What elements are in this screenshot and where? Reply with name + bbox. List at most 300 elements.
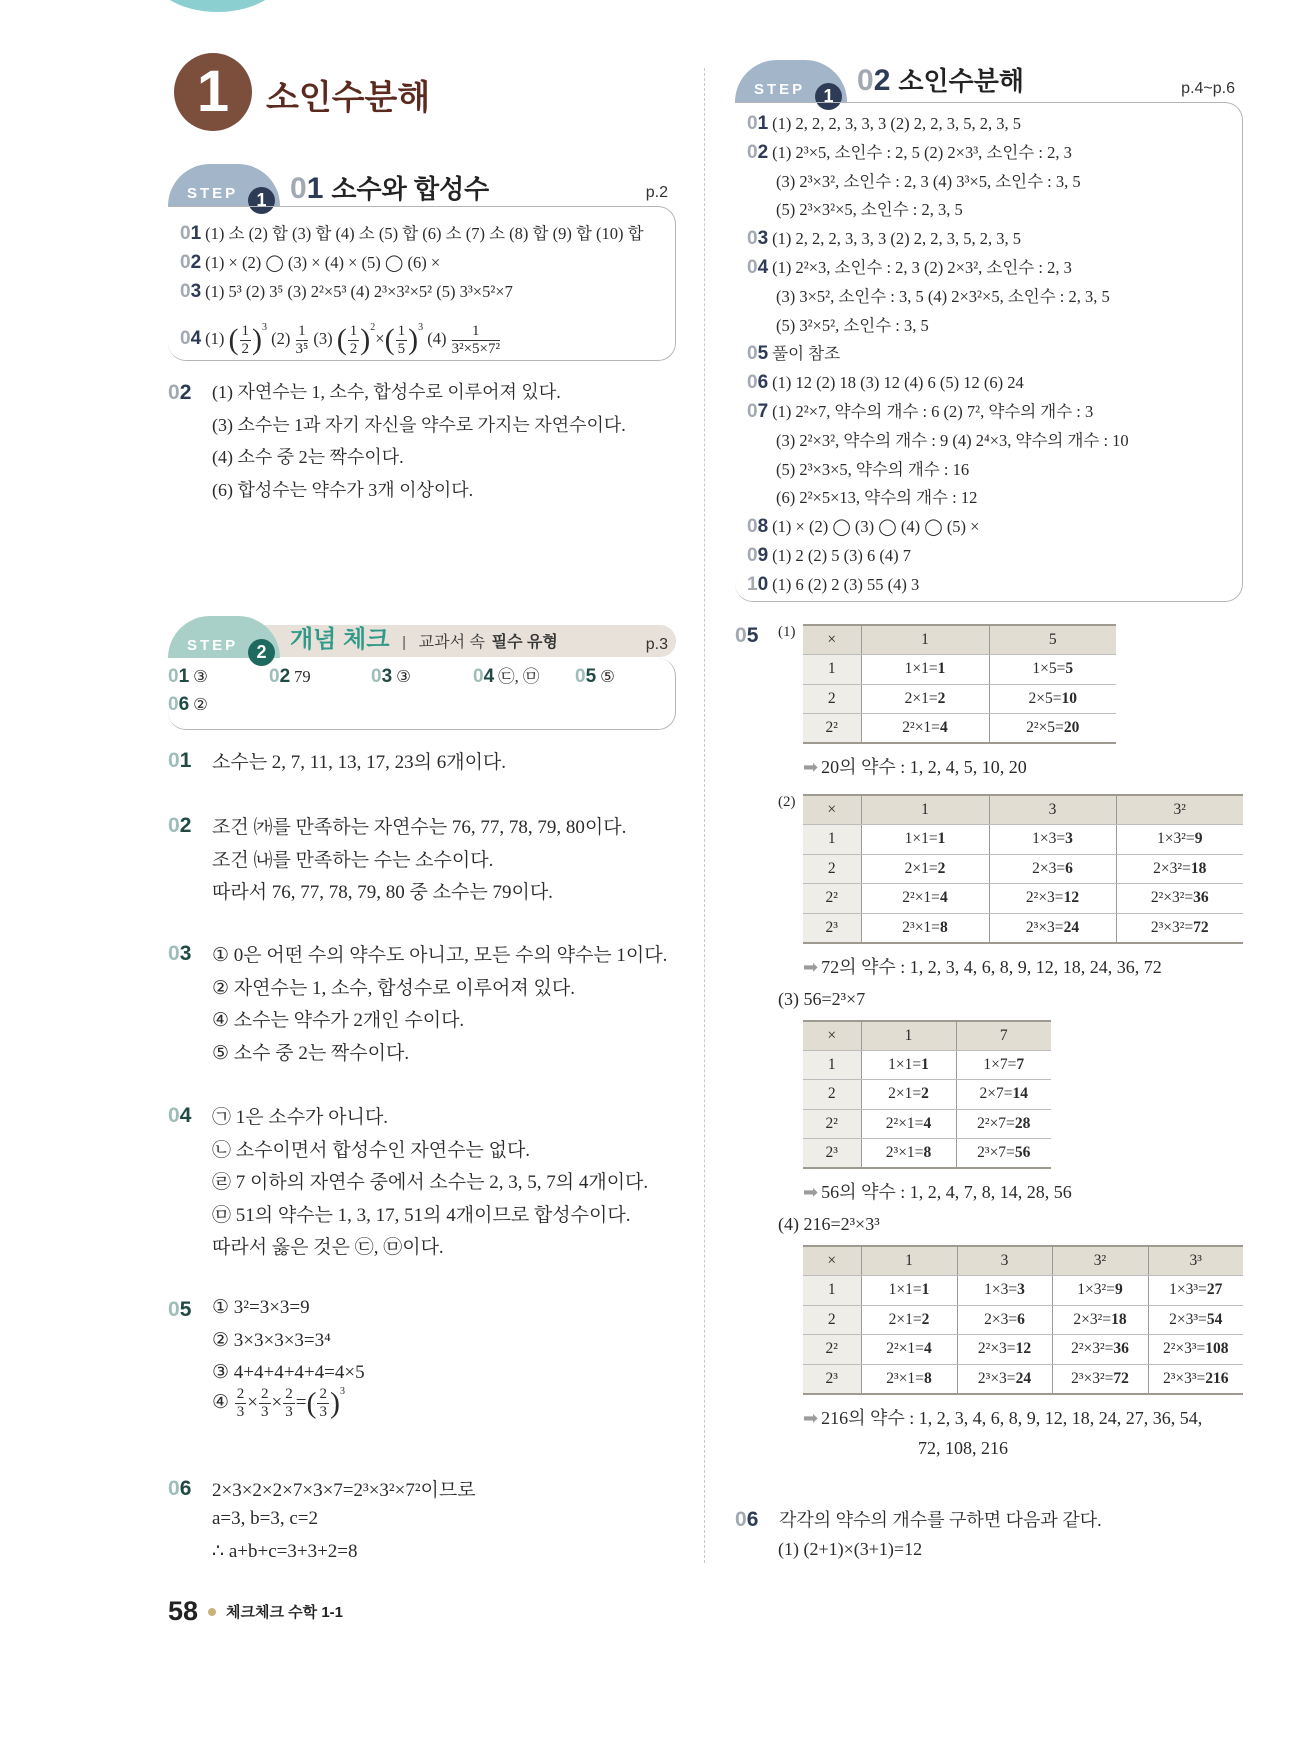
item-number (180, 281, 201, 303)
divisor-table-wrap (803, 1245, 1245, 1395)
answer-line (747, 254, 1242, 283)
step2-section (168, 612, 676, 730)
section-title (857, 61, 1024, 98)
solution-line: (1) (2+1)×(3+1)=12 (778, 1539, 923, 1559)
answer-line (747, 283, 1242, 312)
arrow-right-icon: ➡ (803, 1407, 819, 1429)
section-header (735, 50, 1243, 106)
label-digit: 0 (168, 814, 180, 837)
product-result: 10 (1061, 689, 1077, 707)
table-row (803, 1109, 1051, 1139)
numerator: 1 (349, 323, 358, 340)
factorization: 216=2³×3³ (803, 1214, 880, 1234)
row-header-cell: 2 (803, 1305, 861, 1335)
divisor-table-wrap (803, 1020, 1245, 1170)
product-result: 28 (1014, 1114, 1031, 1132)
solution-line (212, 1167, 648, 1194)
book-title: 체크체크 수학 1-1 (226, 1604, 344, 1621)
product-cell (861, 854, 989, 884)
product-expression: 2×7= (979, 1085, 1013, 1103)
row-header-cell: 2³ (803, 1139, 861, 1169)
item-number (168, 694, 189, 716)
product-cell (861, 1335, 957, 1365)
section-header (168, 612, 676, 662)
row-header-cell: 1 (803, 1276, 861, 1306)
answer-line (747, 571, 1242, 600)
product-expression: 2×5= (1028, 689, 1062, 707)
row-header-cell: 1 (803, 825, 861, 855)
label-digit: 0 (747, 256, 758, 278)
product-cell (861, 1050, 956, 1080)
label-digit: 1 (757, 113, 769, 134)
answer-line (747, 398, 1242, 427)
product-result: 9 (1194, 830, 1203, 848)
paren: ) (252, 323, 263, 357)
page-reference: p.2 (645, 184, 668, 201)
exponent: 3 (262, 322, 268, 334)
label-digit: 0 (168, 942, 180, 965)
header-cell: × (803, 1246, 861, 1276)
label-digit: 4 (757, 256, 769, 278)
text-run: 따라서 옳은 것은 ㉢, ㉤이다. (212, 1237, 444, 1259)
product-expression: 1×5= (1032, 660, 1066, 678)
product-result: 12 (1015, 1340, 1032, 1358)
step-label: STEP (754, 81, 806, 98)
product-cell (861, 1305, 957, 1335)
label-digit: 6 (179, 1477, 192, 1500)
label-digit: 5 (179, 1298, 192, 1321)
part-label: (4) (778, 1214, 804, 1234)
label-digit: 0 (180, 328, 191, 350)
solution-line (212, 1508, 318, 1530)
product-cell (956, 1080, 1051, 1110)
product-expression: 1×1= (904, 660, 938, 678)
label-digit: 0 (168, 694, 179, 715)
section-title-text: 개념 체크 (290, 626, 390, 653)
product-expression: 2×3²= (1153, 859, 1191, 877)
text-run: 따라서 76, 77, 78, 79, 80 중 소수는 79이다. (212, 882, 553, 904)
answer-box (735, 102, 1243, 602)
subtitle-plain: 교과서 속 (418, 634, 485, 651)
product-cell (861, 714, 989, 744)
solution-line (212, 1329, 331, 1352)
label-digit: 9 (757, 544, 769, 566)
label-digit: 2 (873, 64, 891, 97)
paren: ) (329, 1386, 340, 1420)
text-run: ㉣ 7 이하의 자연수 중에서 소수는 2, 3, 5, 7의 4개이다. (212, 1172, 649, 1194)
label-digit: 0 (747, 141, 758, 163)
product-result: 18 (1190, 859, 1207, 877)
text-run: = (295, 1391, 307, 1413)
product-result: 2 (937, 689, 946, 707)
answer-text: (3) 2³×3², 소인수 : 2, 3 (4) 3³×5, 소인수 : 3, 5 (776, 171, 1081, 191)
row-header-cell: 2² (803, 1109, 861, 1139)
product-cell (1148, 1335, 1243, 1365)
answer-item (168, 691, 208, 720)
solution-line (212, 1475, 476, 1502)
answer-text: (5) 2³×3×5, 약수의 개수 : 16 (776, 459, 970, 479)
product-result: 2 (937, 859, 946, 877)
product-expression: 2²×3= (977, 1340, 1016, 1358)
text-run: ① 0은 어떤 수의 약수도 아니고, 모든 수의 약수는 1이다. (212, 945, 668, 966)
product-expression: 2³×3²= (1150, 918, 1194, 936)
header-cell: × (803, 795, 861, 825)
fraction-expression (336, 322, 376, 358)
part-label: (2) (778, 794, 796, 810)
fraction-expression (295, 323, 310, 358)
answer-line (747, 110, 1242, 139)
product-result: 72 (1113, 1369, 1129, 1387)
answer-text: (1) 2 (2) 5 (3) 6 (4) 7 (772, 545, 911, 565)
answer-line (747, 369, 1242, 398)
solution-line: (4) 소수 중 2는 짝수이다. (212, 447, 404, 467)
solution-line (212, 973, 575, 1000)
numerator: 2 (236, 1385, 245, 1402)
answer-value: ② (193, 695, 208, 714)
item-number (747, 401, 768, 423)
text-run: × (375, 329, 385, 349)
item-number (747, 372, 768, 394)
fraction (259, 1387, 271, 1420)
item-number (747, 113, 768, 135)
product-result: 1 (937, 830, 946, 848)
solution-line (212, 1296, 310, 1319)
product-cell (989, 684, 1116, 714)
item-number (747, 257, 768, 279)
table-row (803, 1080, 1051, 1110)
product-result: 6 (1065, 859, 1073, 877)
exponent: 3 (418, 322, 424, 334)
footer-dot-icon (208, 1608, 216, 1616)
fraction (317, 1387, 329, 1420)
item-number (371, 666, 392, 688)
item-number (180, 328, 201, 350)
label-digit: 0 (747, 400, 758, 422)
product-result: 1 (921, 1281, 930, 1299)
label-digit: 8 (757, 516, 769, 538)
label-digit: 1 (306, 172, 324, 205)
product-cell (1052, 1335, 1148, 1365)
product-cell (1148, 1305, 1243, 1335)
answer-line (180, 278, 675, 307)
header-cell: 3 (989, 795, 1116, 825)
text-run: 소수는 2, 7, 11, 13, 17, 23의 6개이다. (212, 752, 507, 773)
divisor-list: 56의 약수 : 1, 2, 4, 7, 8, 14, 28, 56 (821, 1182, 1072, 1202)
solution-line (212, 940, 667, 967)
part-label: (1) (778, 624, 796, 640)
product-cell (989, 655, 1116, 685)
answer-line (747, 456, 1242, 485)
product-expression: 1×3= (984, 1281, 1018, 1299)
product-cell (1052, 1276, 1148, 1306)
product-result: 3 (1065, 830, 1073, 848)
label-digit: 5 (746, 624, 759, 647)
product-result: 108 (1205, 1340, 1229, 1358)
label-digit: 0 (747, 372, 758, 394)
header-cell: 3² (1052, 1246, 1148, 1276)
product-expression: 2³×3= (977, 1369, 1016, 1387)
item-number (747, 545, 768, 567)
numerator: 2 (261, 1385, 269, 1402)
solution-line (212, 1386, 345, 1420)
text-run: × (247, 1391, 259, 1413)
divisor-table (803, 1020, 1051, 1170)
text-run: (1) 5³ (2) 3⁵ (3) 2²×5³ (4) 2³×3²×5² (5) 3³×5²×7 (205, 281, 513, 301)
solution-line (212, 877, 553, 904)
step-number-badge: 2 (248, 639, 275, 666)
product-cell (957, 1305, 1052, 1335)
text-run: (2) (267, 329, 295, 349)
product-expression: 2³×3³= (1162, 1369, 1206, 1387)
answer-line (747, 484, 1242, 513)
item-number (168, 749, 191, 773)
answer-line (180, 220, 675, 249)
header-cell: 7 (956, 1021, 1051, 1051)
answer-value: ⑤ (600, 667, 615, 686)
product-result: 20 (1063, 719, 1080, 736)
numerator: 1 (452, 324, 500, 341)
section-number (290, 172, 323, 205)
solution-line (212, 1232, 444, 1259)
divisor-list: 20의 약수 : 1, 2, 4, 5, 10, 20 (821, 757, 1027, 777)
paren: ( (336, 323, 347, 357)
divisor-result-continued: 72, 108, 216 (918, 1437, 1008, 1458)
product-expression: 2×1= (904, 859, 938, 877)
arrow-right-icon: ➡ (803, 757, 819, 778)
header-cell: × (803, 625, 861, 655)
row-header-cell: 2² (803, 884, 861, 914)
divisor-result (803, 752, 1245, 782)
solution-05 (735, 624, 1245, 1463)
answer-item (269, 663, 311, 692)
product-expression: 2³×3²= (1071, 1369, 1114, 1387)
factorization-line (778, 982, 1245, 1016)
header-cell: 3² (1116, 795, 1243, 825)
label-digit: 1 (178, 666, 190, 687)
product-result: 72 (1193, 918, 1209, 936)
item-number (747, 343, 768, 365)
text-run: 조건 ㈏를 만족하는 수는 소수이다. (212, 849, 494, 871)
divisor-list: 72의 약수 : 1, 2, 3, 4, 6, 8, 9, 12, 18, 24, 36, 72 (821, 956, 1162, 977)
answer-item (575, 663, 615, 692)
fraction (348, 324, 360, 357)
chapter-title: 소인수분해 (266, 79, 431, 117)
header-cell: 1 (861, 1246, 957, 1276)
label-digit: 2 (179, 381, 192, 404)
divisor-result (803, 1177, 1245, 1207)
label-digit: 6 (757, 372, 769, 394)
text-run: ⑤ 소수 중 2는 짝수이다. (212, 1042, 410, 1064)
text-run: × (271, 1391, 283, 1413)
product-cell (1148, 1276, 1243, 1306)
text-run: ② 3×3×3×3=3⁴ (212, 1329, 331, 1351)
label-digit: 2 (179, 814, 192, 837)
product-cell (1116, 825, 1243, 855)
label-digit: 6 (746, 1508, 759, 1531)
label-digit: 0 (747, 516, 758, 538)
label-digit: 0 (180, 280, 191, 302)
table-row (803, 714, 1116, 744)
fraction (452, 324, 500, 357)
section-title (290, 619, 558, 654)
text-run: ② 자연수는 1, 소수, 합성수로 이루어져 있다. (212, 977, 575, 999)
product-result: 1 (937, 660, 946, 678)
label-digit: 3 (757, 228, 769, 250)
text-run: ④ 소수는 약수가 2개인 수이다. (212, 1010, 465, 1032)
section-header (168, 160, 676, 210)
product-result: 4 (939, 719, 948, 736)
text-run: ㉡ 소수이면서 합성수인 자연수는 없다. (212, 1139, 531, 1161)
product-result: 2 (921, 1310, 930, 1328)
product-result: 3 (1017, 1281, 1025, 1299)
label-digit: 0 (290, 172, 307, 205)
item-number (747, 516, 768, 538)
label-digit: 0 (180, 251, 191, 273)
item-number (168, 1298, 191, 1322)
answer-line (747, 139, 1242, 168)
product-result: 14 (1012, 1085, 1028, 1103)
table-row (803, 913, 1243, 943)
item-number (747, 574, 768, 596)
product-result: 5 (1065, 660, 1074, 678)
fraction-expression (306, 1385, 345, 1420)
label-digit: 2 (757, 141, 769, 163)
product-expression: 2²×3³= (1162, 1340, 1206, 1358)
divisor-table (803, 1245, 1243, 1395)
label-digit: 4 (483, 666, 495, 687)
denominator: 2 (349, 341, 358, 358)
divisor-table-wrap (778, 624, 1245, 744)
item-number (747, 142, 768, 164)
table-row (803, 684, 1116, 714)
label-digit: 0 (575, 666, 586, 687)
label-digit: 0 (168, 666, 179, 687)
fraction (396, 324, 408, 357)
step-label: STEP (187, 185, 239, 202)
row-header-cell: 2 (803, 1080, 861, 1110)
text-run: (3) (309, 329, 337, 349)
label-digit: 0 (168, 1477, 180, 1500)
solution-line (212, 1135, 530, 1162)
table-header-row (803, 1021, 1051, 1051)
answer-text: (6) 2²×5×13, 약수의 개수 : 12 (776, 488, 978, 508)
answer-line (180, 249, 675, 278)
label-digit: 0 (168, 1298, 180, 1321)
product-cell (861, 1080, 956, 1110)
product-cell (956, 1050, 1051, 1080)
product-expression: 2×3²= (1073, 1310, 1112, 1328)
answer-text: (1) 2, 2, 2, 3, 3, 3 (2) 2, 2, 3, 5, 2, 3, 5 (772, 114, 1022, 133)
product-cell (861, 825, 989, 855)
item-number (168, 381, 191, 405)
label-digit: 0 (747, 228, 758, 250)
product-result: 18 (1111, 1310, 1127, 1328)
text-run: ① 3²=3×3=9 (212, 1297, 310, 1318)
answer-text: (1) × (2) ◯ (3) ◯ (4) ◯ (5) × (772, 517, 980, 537)
divisor-table (803, 624, 1116, 744)
table-row (803, 1335, 1243, 1365)
answer-text: (3) 2²×3², 약수의 개수 : 9 (4) 2⁴×3, 약수의 개수 : 10 (776, 430, 1129, 450)
label-digit: 3 (190, 280, 202, 302)
label-digit: 2 (279, 666, 291, 687)
decorative-blob (150, 0, 285, 12)
paren: ) (408, 323, 419, 357)
product-result: 36 (1113, 1340, 1129, 1358)
solution-line (212, 1200, 630, 1227)
answer-line (747, 513, 1242, 542)
label-digit: 0 (180, 223, 191, 244)
answer-value: 79 (294, 667, 311, 686)
step-number-badge: 1 (248, 187, 275, 214)
product-cell (989, 884, 1116, 914)
product-result: 6 (1017, 1310, 1025, 1328)
product-cell (957, 1364, 1052, 1394)
divisor-table (803, 794, 1243, 944)
text-run: a=3, b=3, c=2 (212, 1507, 319, 1529)
page-footer (168, 1596, 343, 1627)
solution-line: 각각의 약수의 개수를 구하면 다음과 같다. (779, 1510, 1102, 1530)
step1-section-02 (735, 50, 1243, 602)
product-result: 2 (921, 1085, 929, 1103)
answer-text: (1) 2, 2, 2, 3, 3, 3 (2) 2, 2, 3, 5, 2, 3, 5 (772, 229, 1022, 249)
item-number (168, 1104, 191, 1128)
table-header-row (803, 1246, 1243, 1276)
page-reference: p.3 (645, 636, 668, 653)
fraction (240, 324, 252, 357)
label-digit: 0 (269, 666, 280, 687)
product-result: 24 (1015, 1369, 1032, 1387)
exponent: 3 (339, 1385, 345, 1397)
label-digit: 1 (190, 223, 202, 244)
product-expression: 2×1= (888, 1310, 922, 1328)
factorization: 56=2³×7 (803, 988, 866, 1009)
header-cell: 3 (957, 1246, 1052, 1276)
paren: ( (384, 323, 395, 357)
subtitle-bold: 필수 유형 (491, 634, 558, 651)
label-digit: 0 (747, 113, 758, 134)
solution-line (212, 812, 626, 839)
row-header-cell: 1 (803, 1050, 861, 1080)
header-cell: 1 (861, 625, 989, 655)
fraction (283, 1387, 295, 1420)
item-number (575, 666, 596, 688)
answer-text: (1) 12 (2) 18 (3) 12 (4) 6 (5) 12 (6) 24 (772, 373, 1024, 393)
fraction (296, 324, 309, 357)
product-result: 4 (923, 1340, 932, 1358)
numerator: 2 (285, 1385, 293, 1402)
numerator: 1 (296, 324, 309, 341)
step-number-badge: 1 (815, 83, 842, 110)
product-result: 8 (939, 918, 948, 936)
product-cell (861, 1139, 956, 1169)
label-digit: 0 (473, 666, 484, 687)
row-header-cell: 2³ (803, 1364, 861, 1394)
answer-text: 풀이 참조 (772, 344, 841, 364)
exponent: 2 (370, 322, 376, 334)
section-title-text: 소인수분해 (898, 66, 1024, 96)
part-1 (735, 624, 1245, 782)
answer-text: (1) 2³×5, 소인수 : 2, 5 (2) 2×3³, 소인수 : 2, 3 (772, 142, 1072, 162)
answer-text: (1) 2²×7, 약수의 개수 : 6 (2) 7², 약수의 개수 : 3 (772, 401, 1094, 421)
label-digit: 1 (179, 749, 192, 772)
header-cell: × (803, 1021, 861, 1051)
product-cell (861, 1109, 956, 1139)
item-number (168, 1477, 191, 1501)
item-number (735, 1508, 758, 1532)
product-result: 8 (923, 1369, 932, 1387)
text-run: ③ 4+4+4+4+4=4×5 (212, 1362, 365, 1384)
product-expression: 2³×3= (1025, 918, 1064, 936)
